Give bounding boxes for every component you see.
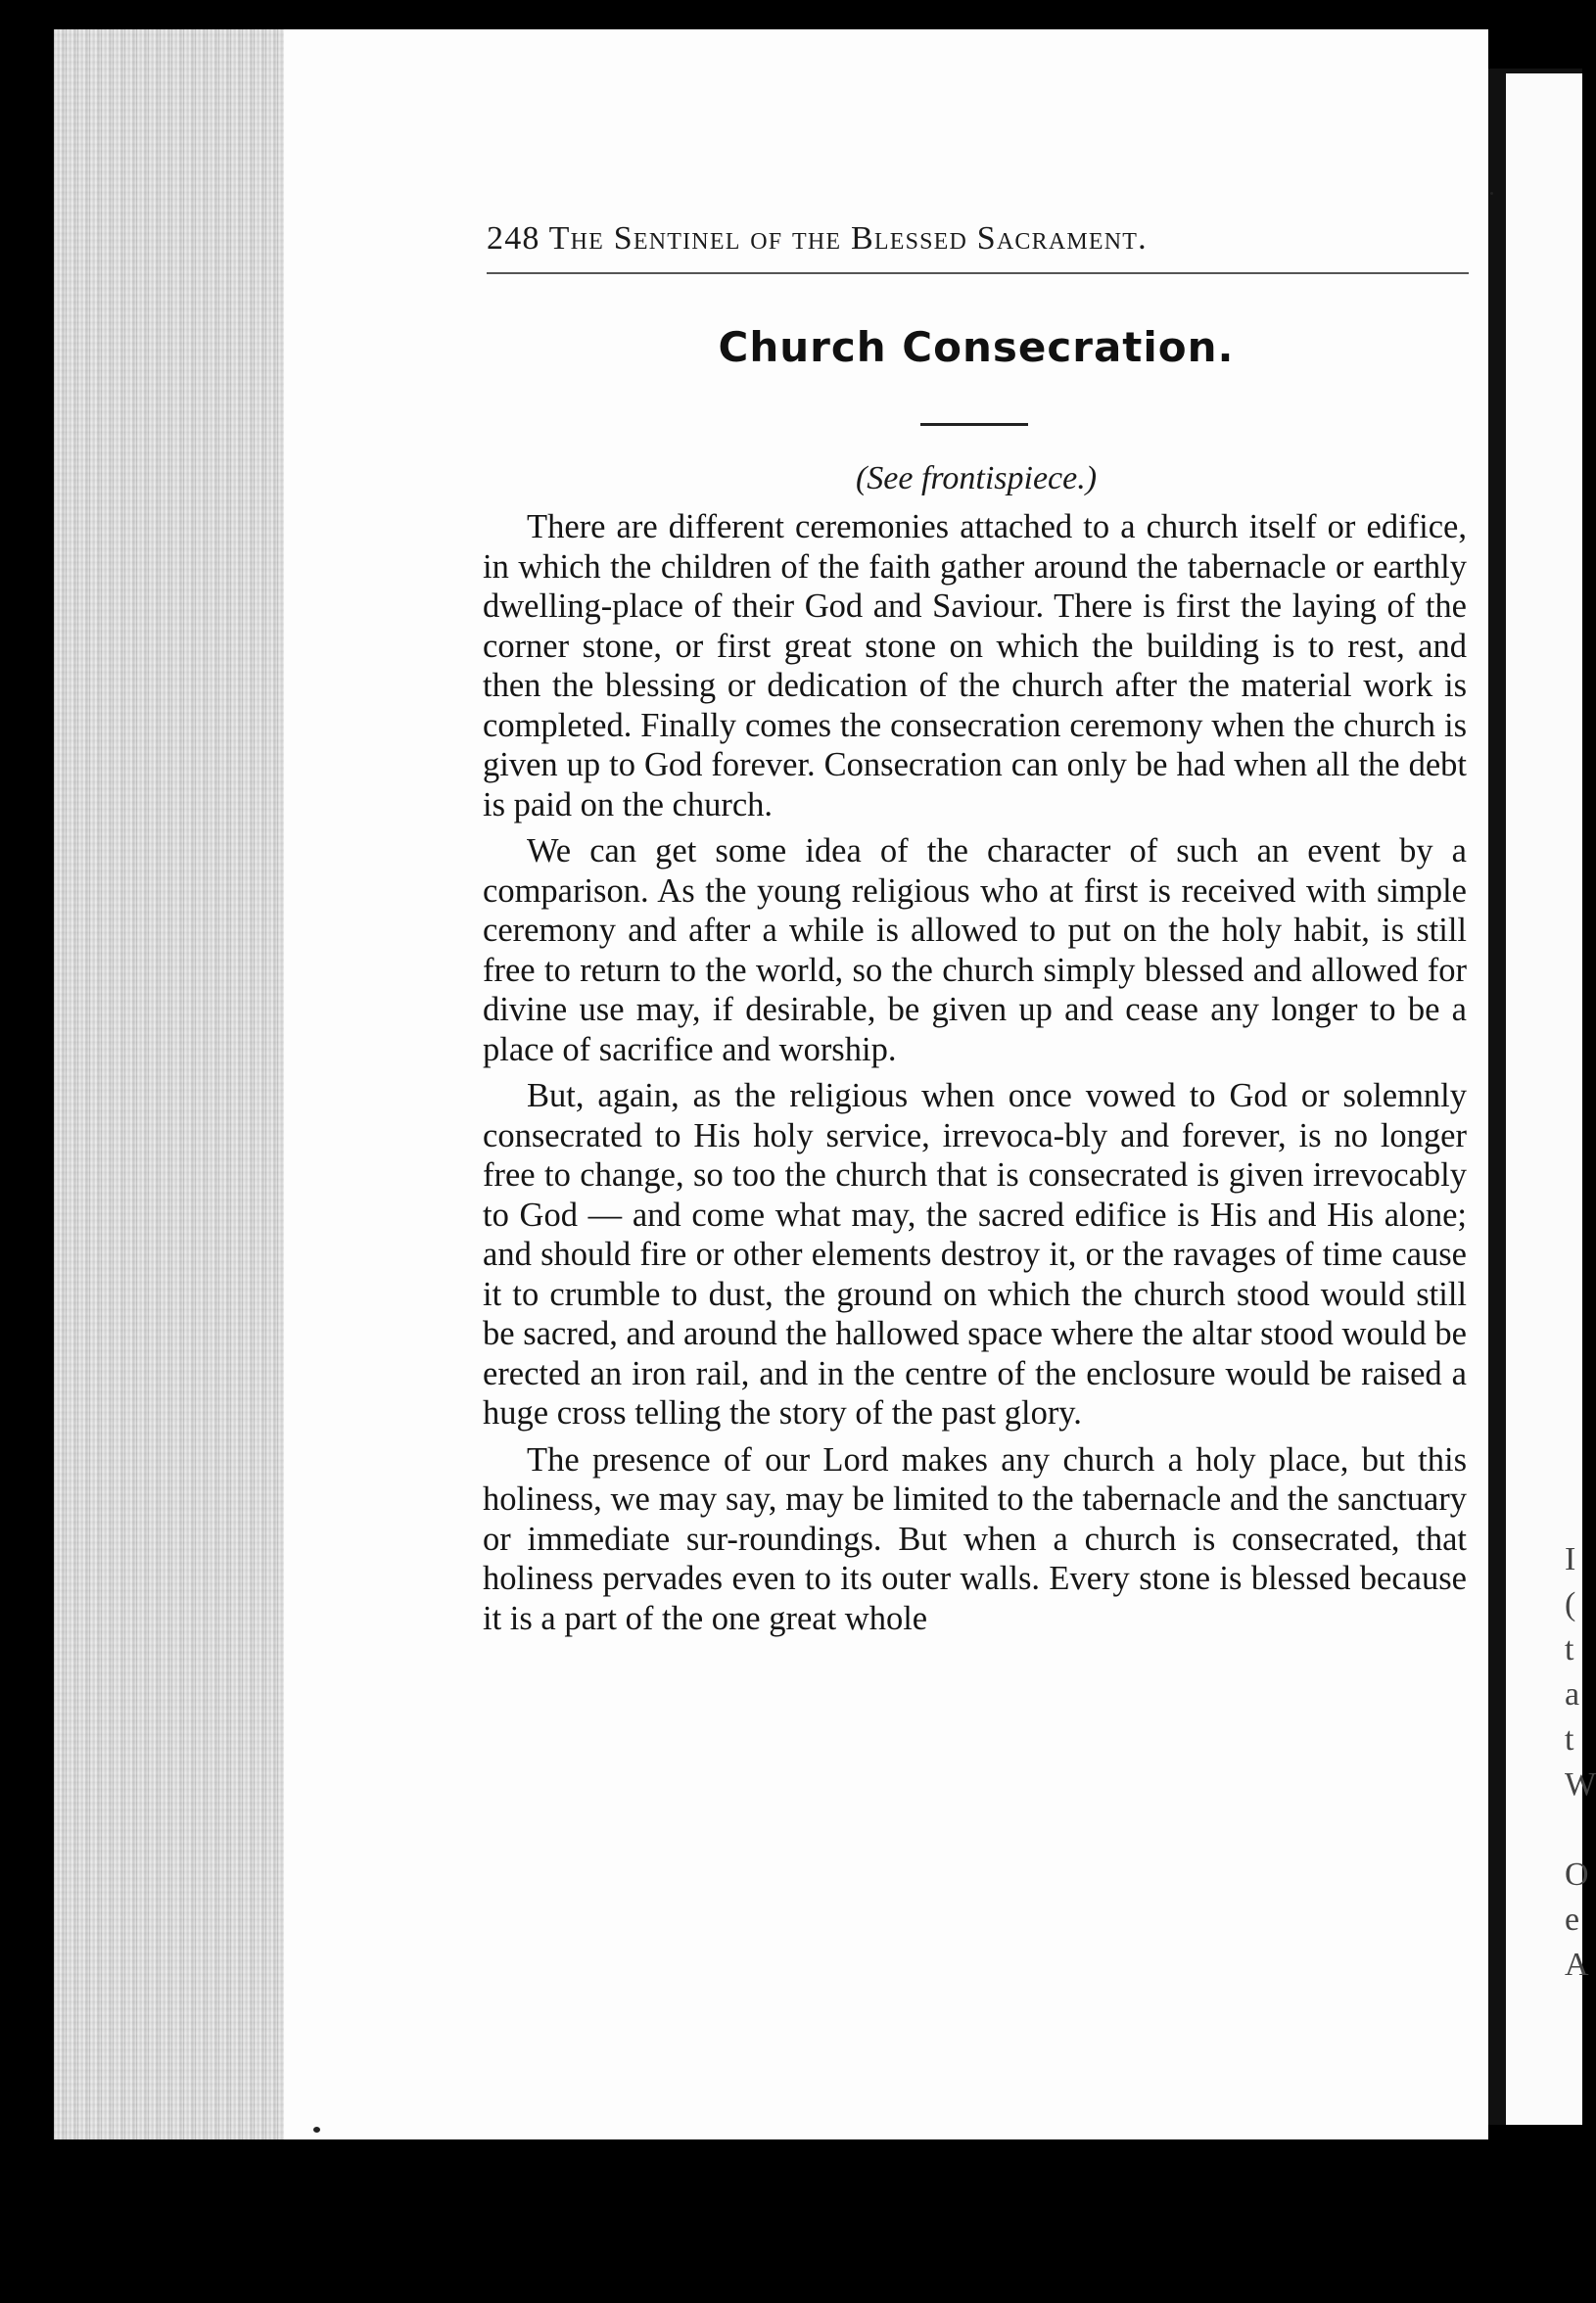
- running-head-rule: [487, 272, 1469, 274]
- article-body: [483, 507, 1467, 1645]
- ink-speck: [313, 2127, 320, 2133]
- ink-speck: [1490, 192, 1493, 195]
- paragraph: The presence of our Lord makes any church a holy place, but this holiness, we may say, may be limited to the tabernacle and the sanctuary or immediate sur-roundings. But when a church is consecrated, that holiness pervades even to its outer walls. Every stone is blessed because it is a part of the one great whole: [483, 1440, 1467, 1637]
- running-head: 248 The Sentinel of the Blessed Sacrament.: [487, 220, 1148, 257]
- article-subtitle: (See frontispiece.): [855, 460, 1098, 496]
- article-title: Church Consecration.: [718, 323, 1235, 371]
- facing-page-text-fragment: I ( t a t W O e A: [1565, 1541, 1596, 1983]
- book-page-edges: [54, 29, 287, 2139]
- paragraph: But, again, as the religious when once vowed to God or solemnly consecrated to His holy service, irrevoca-bly and forever, is no longer free to change, so too the church that is consecrated is given irrevocably to God — and come what may, the sacred edifice is His and His alone; and should fire or other elements destroy it, or the ravages of time cause it to crumble to dust, the ground on which the church stood would still be sacred, and around the hallowed space where the altar stood would be erected an iron rail, and in the centre of the enclosure would be raised a huge cross telling the story of the past glory.: [483, 1077, 1467, 1432]
- paragraph: We can get some idea of the character of such an event by a comparison. As the young religious who at first is received with simple ceremony and after a while is allowed to put on the holy habit, is still free to return to the world, so the church simply blessed and allowed for divine use may, if desirable, be given up and cease any longer to be a place of sacrifice and worship.: [483, 832, 1467, 1068]
- paragraph: There are different ceremonies attached to a church itself or edifice, in which the children of the faith gather around the tabernacle or earthly dwelling-place of their God and Saviour. There is first the laying of the corner stone, or first great stone on which the building is to rest, and then the blessing or dedication of the church after the material work is completed. Finally comes the consecration ceremony when the church is given up to God forever. Consecration can only be had when all the debt is paid on the church.: [483, 508, 1467, 823]
- title-rule: [920, 423, 1028, 426]
